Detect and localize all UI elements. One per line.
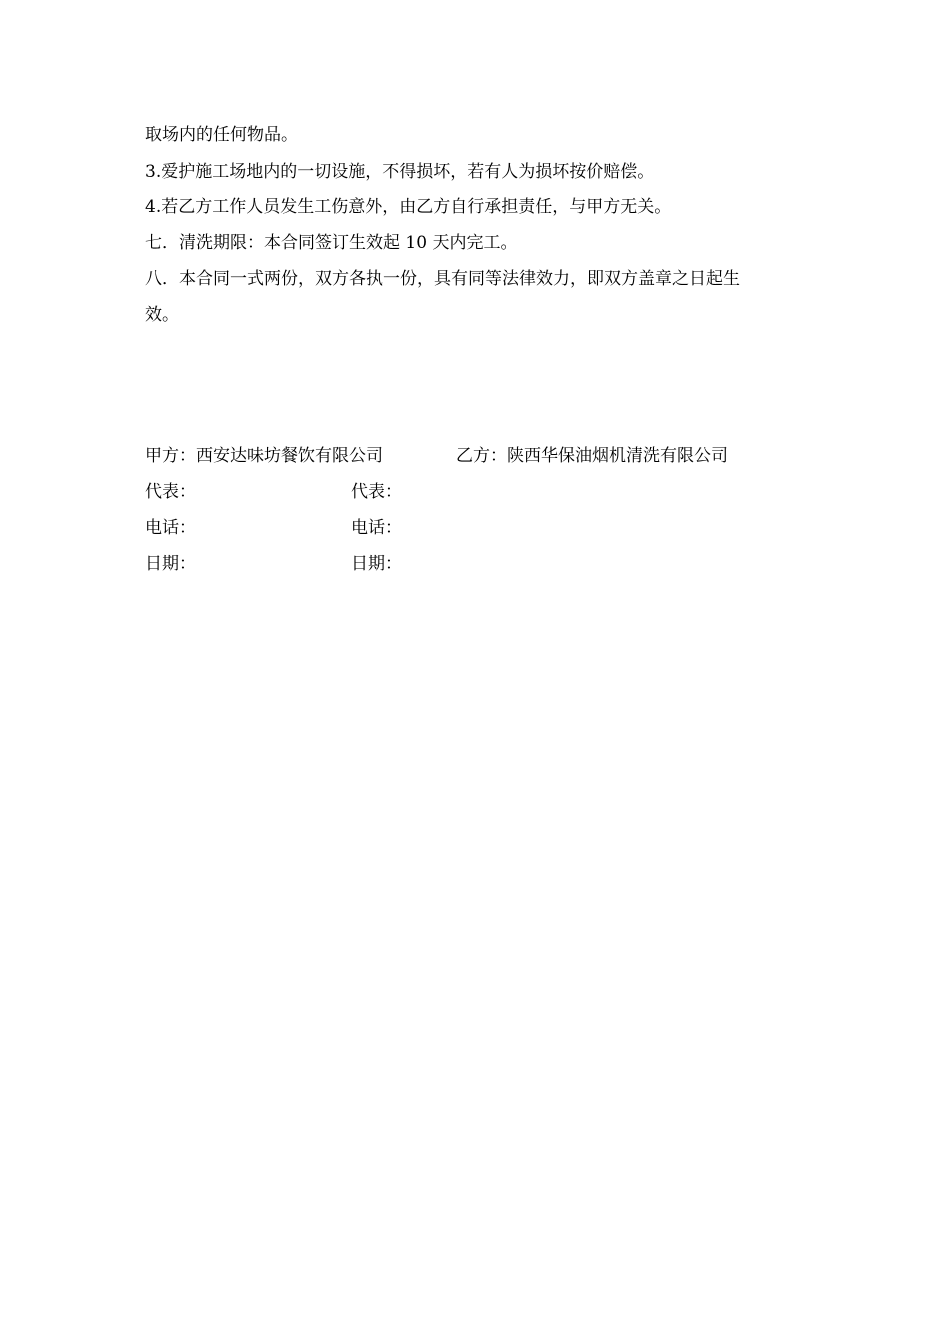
party-b-representative: 代表： — [351, 482, 402, 502]
party-a-name: 甲方：西安达味坊餐饮有限公司 — [145, 446, 383, 466]
party-a-date: 日期： — [145, 554, 196, 574]
party-b-phone: 电话： — [351, 518, 402, 538]
party-b-name: 乙方：陕西华保油烟机清洗有限公司 — [456, 446, 728, 466]
paragraph-line-2: 3.爱护施工场地内的一切设施，不得损坏，若有人为损坏按价赔偿。 — [145, 162, 655, 182]
party-b-date: 日期： — [351, 554, 402, 574]
paragraph-line-5: 八．本合同一式两份，双方各执一份，具有同等法律效力，即双方盖章之日起生 — [145, 269, 740, 289]
paragraph-line-3: 4.若乙方工作人员发生工伤意外，由乙方自行承担责任，与甲方无关。 — [145, 197, 672, 217]
paragraph-line-4: 七．清洗期限：本合同签订生效起 10 天内完工。 — [145, 233, 518, 253]
party-a-representative: 代表： — [145, 482, 196, 502]
party-a-phone: 电话： — [145, 518, 196, 538]
paragraph-line-1: 取场内的任何物品。 — [145, 125, 298, 145]
paragraph-line-6: 效。 — [145, 305, 179, 325]
